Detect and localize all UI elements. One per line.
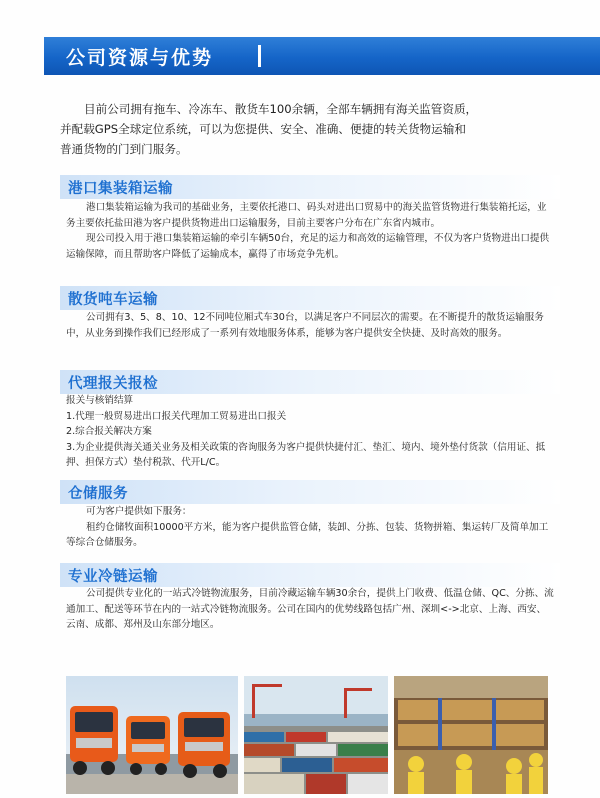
section-header-bulk-transport [60,286,560,310]
section-paragraph: 现公司投入用于港口集装箱运输的牵引车辆50台，充足的运力和高效的运输管理，不仅为客户货物进出口提供运输保障，而且帮助客户降低了运输成本，赢得了市场竞争先机。 [66,233,550,260]
section-title: 散货吨车运输 [68,292,158,308]
intro-paragraph [60,99,560,159]
section-paragraph: 港口集装箱运输为我司的基础业务，主要依托港口、码头对进出口贸易中的海关监管货物进行集装箱托运，业务主要依托盐田港为客户提供货物进出口运输服务，目前主要客户分布在广东省内城市。 [66,202,547,229]
section-title: 港口集装箱运输 [68,181,173,197]
section-paragraph: 可为客户提供如下服务： [86,506,192,517]
section-paragraph: 2.综合报关解决方案 [66,426,152,437]
section-title: 专业冷链运输 [68,569,158,585]
section-paragraph: 公司拥有3、5、8、10、12不同吨位厢式车30台，以满足客户不同层次的需要。在不断提升的散货运输服务中，从业务到操作我们已经形成了一系列有效地服务体系，能够为客户提供安全快捷、及时高效的服务。 [66,312,544,339]
intro-line: 目前公司拥有拖车、冷冻车、散货车100余辆，全部车辆拥有海关监管资质， [84,102,478,116]
photo-strip [66,676,548,794]
section-header-cold-chain [60,563,560,587]
intro-line: 普通货物的门到门服务。 [60,142,188,156]
header-banner [44,37,600,75]
section-paragraph: 1.代理一般贸易进出口报关代理加工贸易进出口报关 [66,410,287,422]
section-body-cold-chain [66,586,554,633]
section-title: 代理报关报检 [68,376,158,392]
section-body-bulk-transport [66,310,554,341]
section-header-warehousing [60,480,560,504]
section-paragraph: 租约仓储牧面积10000平方米，能为客户提供监管仓储，装卸、分拣、包装、货物拼箱、集运转厂及简单加工等综合仓储服务。 [66,521,549,548]
section-body-warehousing [66,504,554,551]
trucks-photo [66,676,238,794]
section-paragraph: 3.为企业提供海关通关业务及相关政策的咨询服务为客户提供快捷付汇、垫汇、境内、境外垫付货款（信用证、抵押、担保方式）垫付税款、代开L/C。 [66,441,546,468]
section-title: 仓储服务 [68,486,128,502]
container-port-photo [244,676,388,794]
section-paragraph: 报关与核销结算 [66,395,134,406]
section-header-container-transport [60,175,560,199]
section-paragraph: 公司提供专业化的一站式冷链物流服务，目前冷藏运输车辆30余台，提供上门收费、低温仓储、QC、分拣、流通加工、配送等环节在内的一站式冷链物流服务。公司在国内的优势线路包括广州、深圳<->北京、上海、西安、云南、成都、郑州及山东部分地区。 [66,588,554,630]
title-divider-bar [258,45,261,67]
page-title: 公司资源与优势 [66,47,214,69]
section-header-customs-agency [60,370,560,394]
intro-line: 并配载GPS全球定位系统，可以为您提供、安全、准确、便捷的转关货物运输和 [60,122,466,136]
section-body-customs-agency [66,393,554,471]
section-body-container-transport [66,200,554,262]
warehouse-photo [394,676,548,794]
